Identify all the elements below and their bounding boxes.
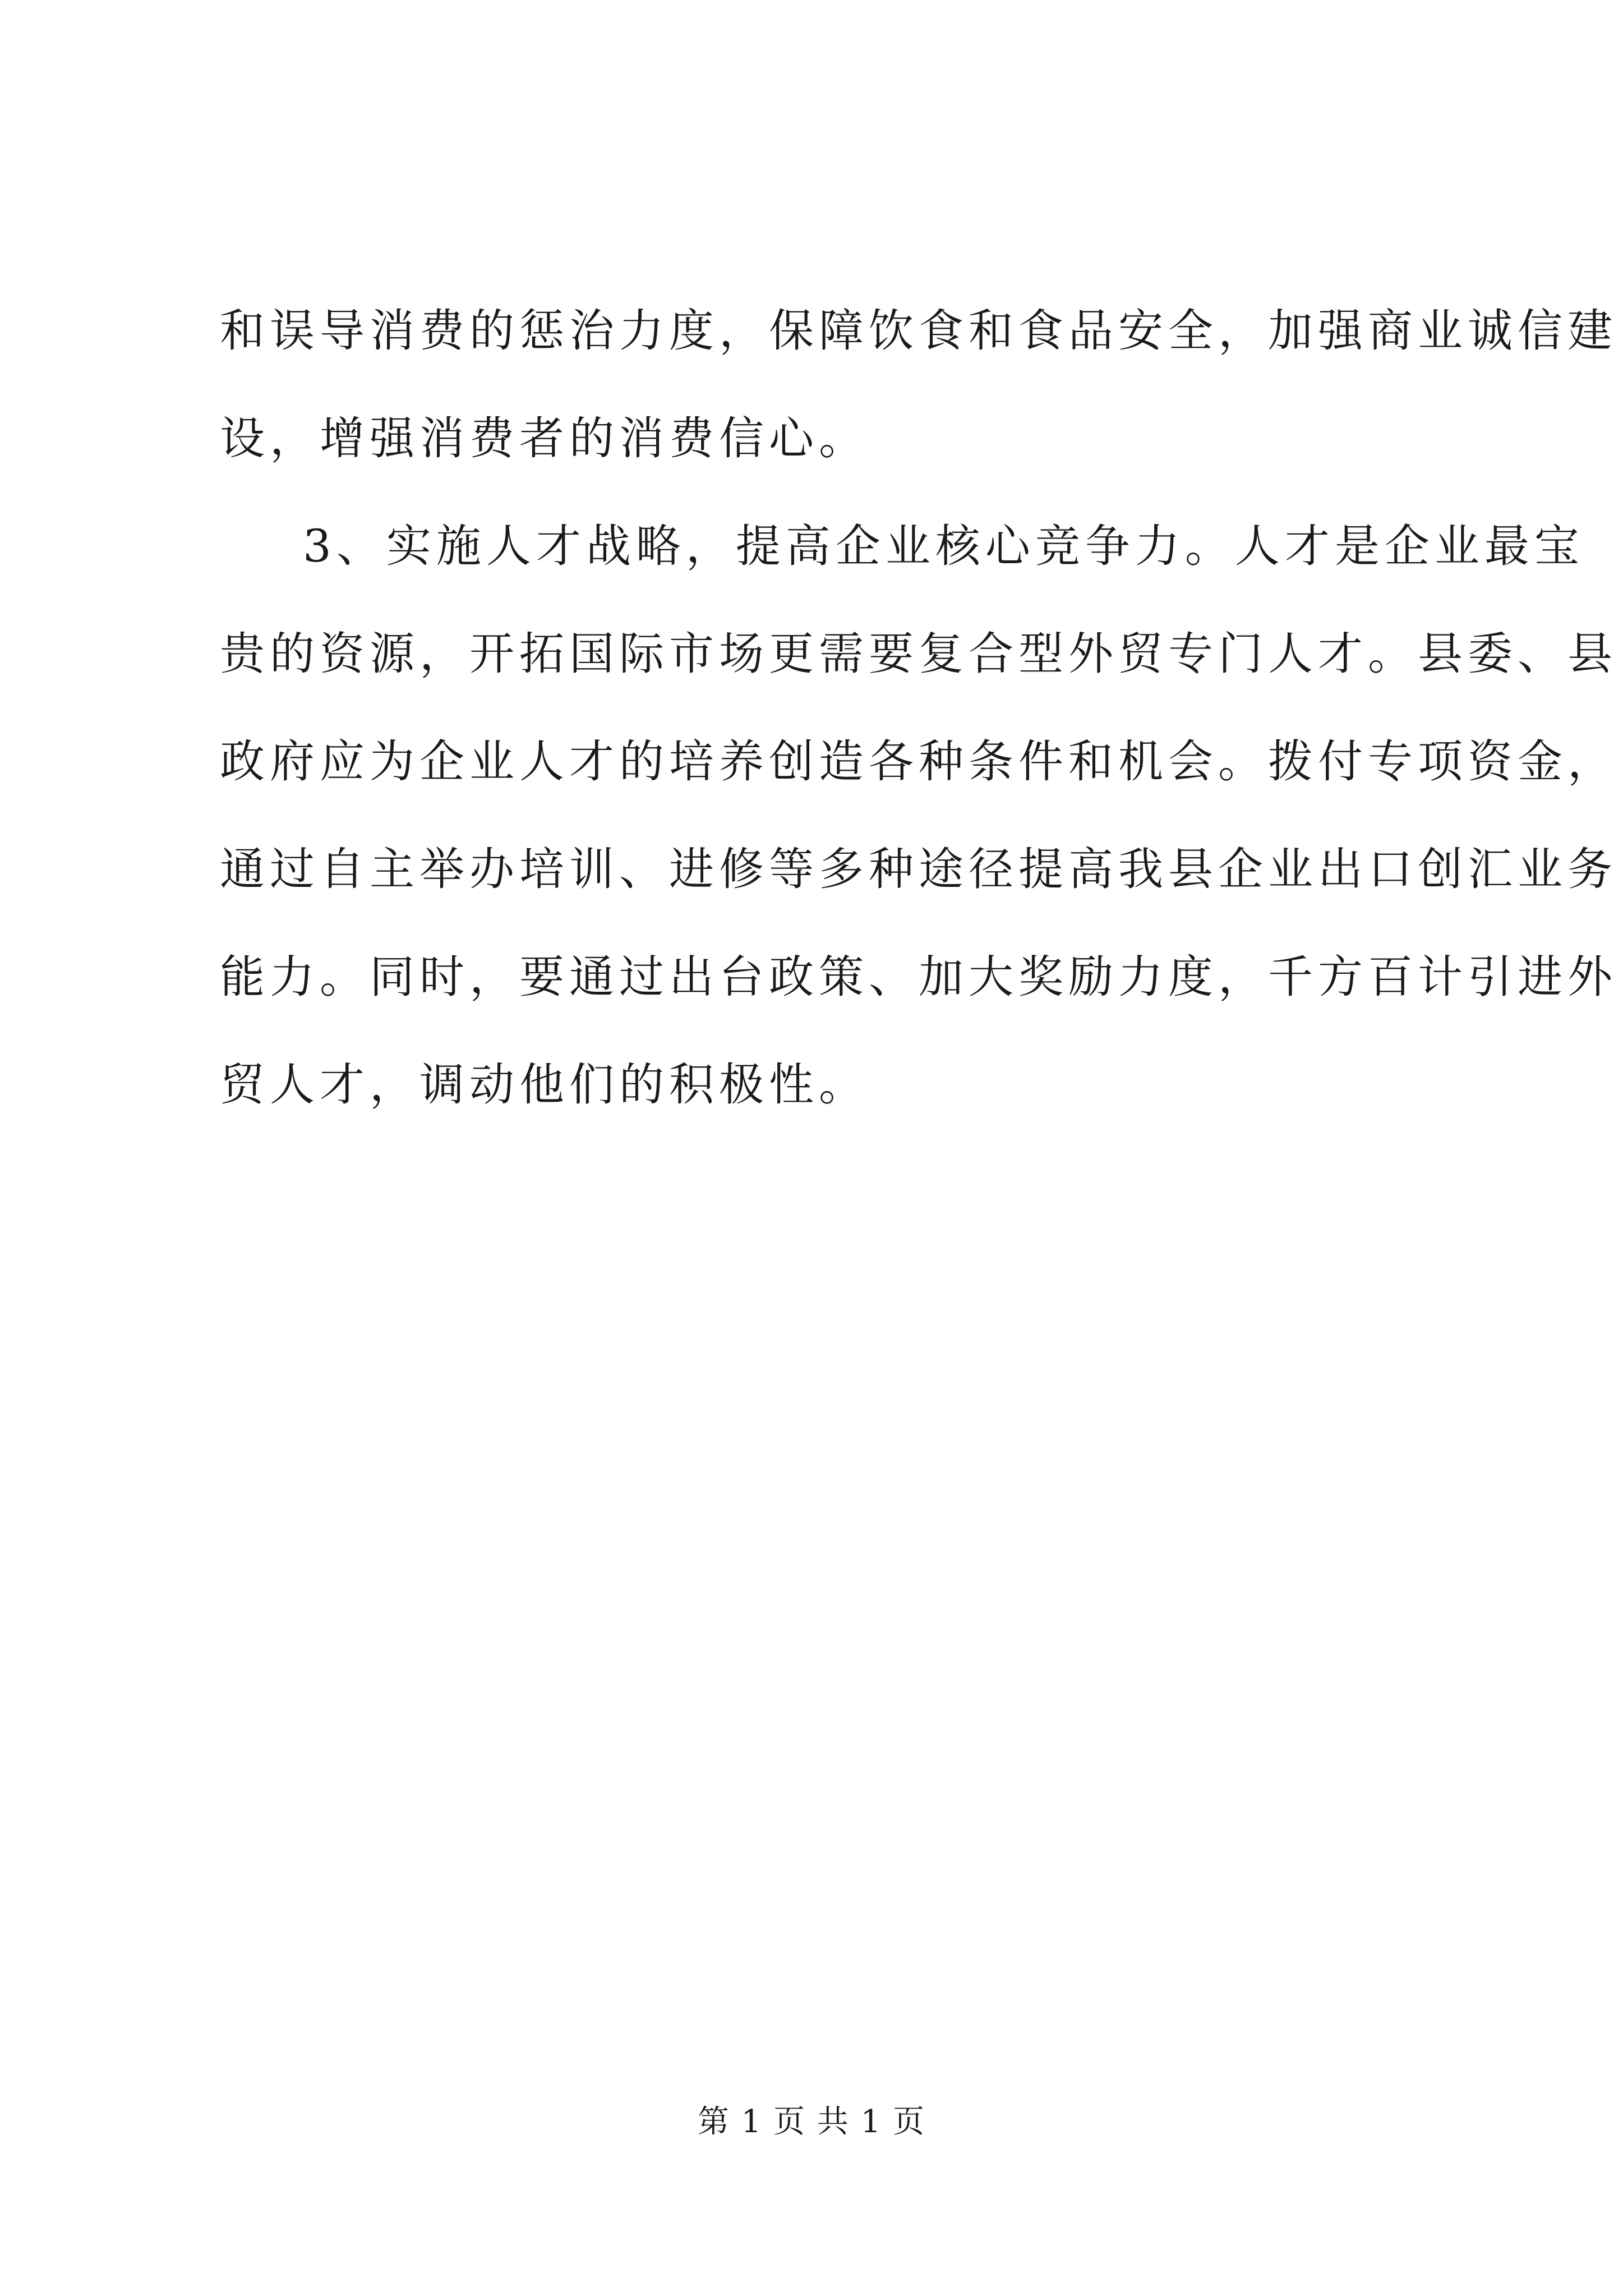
paragraph-line-4: 贵的资源，开拓国际市场更需要复合型外贸专门人才。县委、县 [220,628,1617,680]
paragraph-line-7: 能力。同时，要通过出台政策、加大奖励力度，千方百计引进外 [220,951,1617,1003]
document-body [220,303,1617,1165]
paragraph-line-3: 3、实施人才战略，提高企业核心竞争力。人才是企业最宝 [303,520,1584,572]
paragraph-line-6: 通过自主举办培训、进修等多种途径提高我县企业出口创汇业务 [220,843,1617,895]
page-number-footer: 第 1 页 共 1 页 [697,2104,926,2140]
paragraph-line-1: 和误导消费的惩治力度，保障饮食和食品安全，加强商业诚信建 [220,305,1617,357]
paragraph-line-8: 贸人才，调动他们的积极性。 [220,1059,869,1111]
paragraph-line-5: 政府应为企业人才的培养创造各种条件和机会。拨付专项资金， [220,735,1617,788]
paragraph-line-2: 设，增强消费者的消费信心。 [220,412,869,464]
